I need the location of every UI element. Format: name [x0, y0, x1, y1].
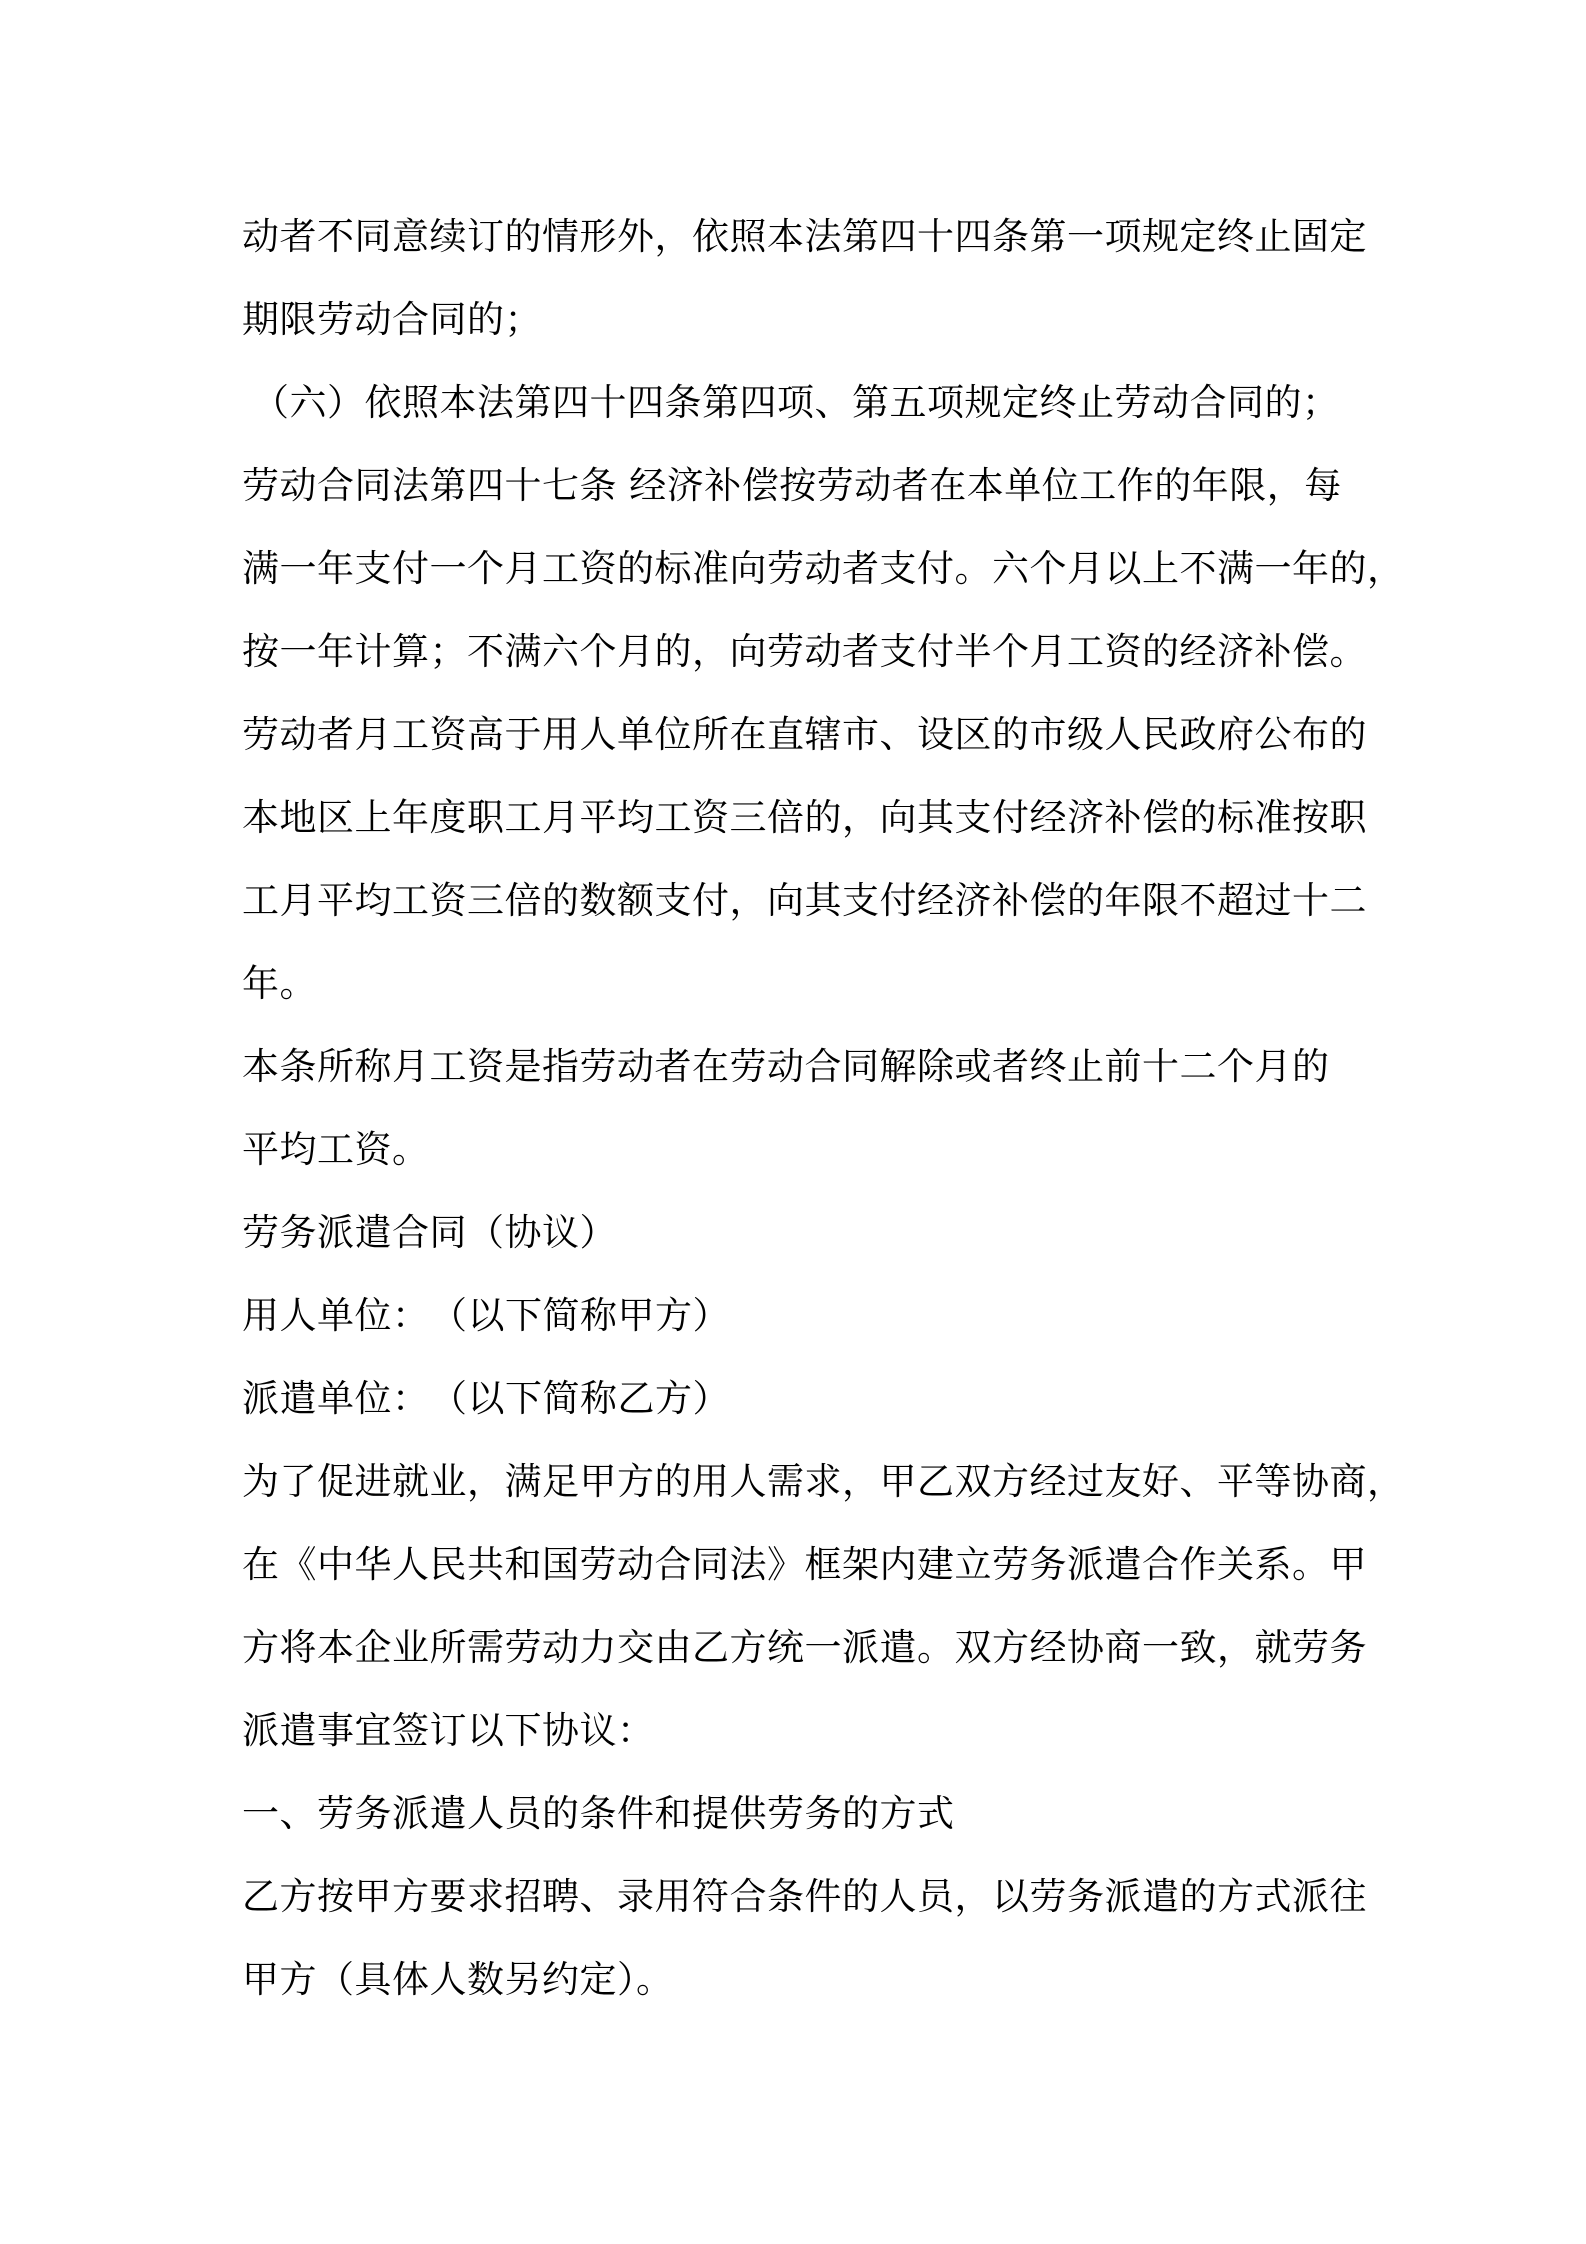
text-line: 平均工资。	[242, 1128, 430, 1171]
text-line: 按一年计算；不满六个月的，向劳动者支付半个月工资的经济补偿。	[242, 630, 1367, 673]
text-line: 期限劳动合同的；	[242, 298, 542, 341]
text-line: 本条所称月工资是指劳动者在劳动合同解除或者终止前十二个月的	[242, 1045, 1330, 1088]
text-line: 劳动合同法第四十七条 经济补偿按劳动者在本单位工作的年限，每	[242, 464, 1342, 507]
text-line: 本地区上年度职工月平均工资三倍的，向其支付经济补偿的标准按职	[242, 796, 1367, 839]
text-line: 在《中华人民共和国劳动合同法》框架内建立劳务派遣合作关系。甲	[242, 1543, 1367, 1586]
text-line: 派遣事宜签订以下协议：	[242, 1709, 655, 1752]
section-heading: 一、劳务派遣人员的条件和提供劳务的方式	[242, 1792, 955, 1835]
text-line: 年。	[242, 962, 317, 1005]
text-line: 用人单位： （以下简称甲方）	[242, 1294, 730, 1337]
text-line: 甲方（具体人数另约定）。	[242, 1958, 674, 2001]
text-line: 方将本企业所需劳动力交由乙方统一派遣。双方经协商一致，就劳务	[242, 1626, 1367, 1669]
text-line: 劳动者月工资高于用人单位所在直辖市、设区的市级人民政府公布的	[242, 713, 1367, 756]
text-line: 工月平均工资三倍的数额支付，向其支付经济补偿的年限不超过十二	[242, 879, 1367, 922]
text-line: 为了促进就业，满足甲方的用人需求，甲乙双方经过友好、平等协商，	[242, 1460, 1405, 1503]
text-line: 动者不同意续订的情形外，依照本法第四十四条第一项规定终止固定	[242, 215, 1367, 258]
section-title: 劳务派遣合同（协议）	[242, 1211, 617, 1254]
text-line: （六）依照本法第四十四条第四项、第五项规定终止劳动合同的；	[252, 381, 1340, 424]
text-line: 乙方按甲方要求招聘、录用符合条件的人员，以劳务派遣的方式派往	[242, 1875, 1367, 1918]
text-line: 派遣单位： （以下简称乙方）	[242, 1377, 730, 1420]
document-body	[242, 195, 1405, 2021]
text-line: 满一年支付一个月工资的标准向劳动者支付。六个月以上不满一年的，	[242, 547, 1405, 590]
